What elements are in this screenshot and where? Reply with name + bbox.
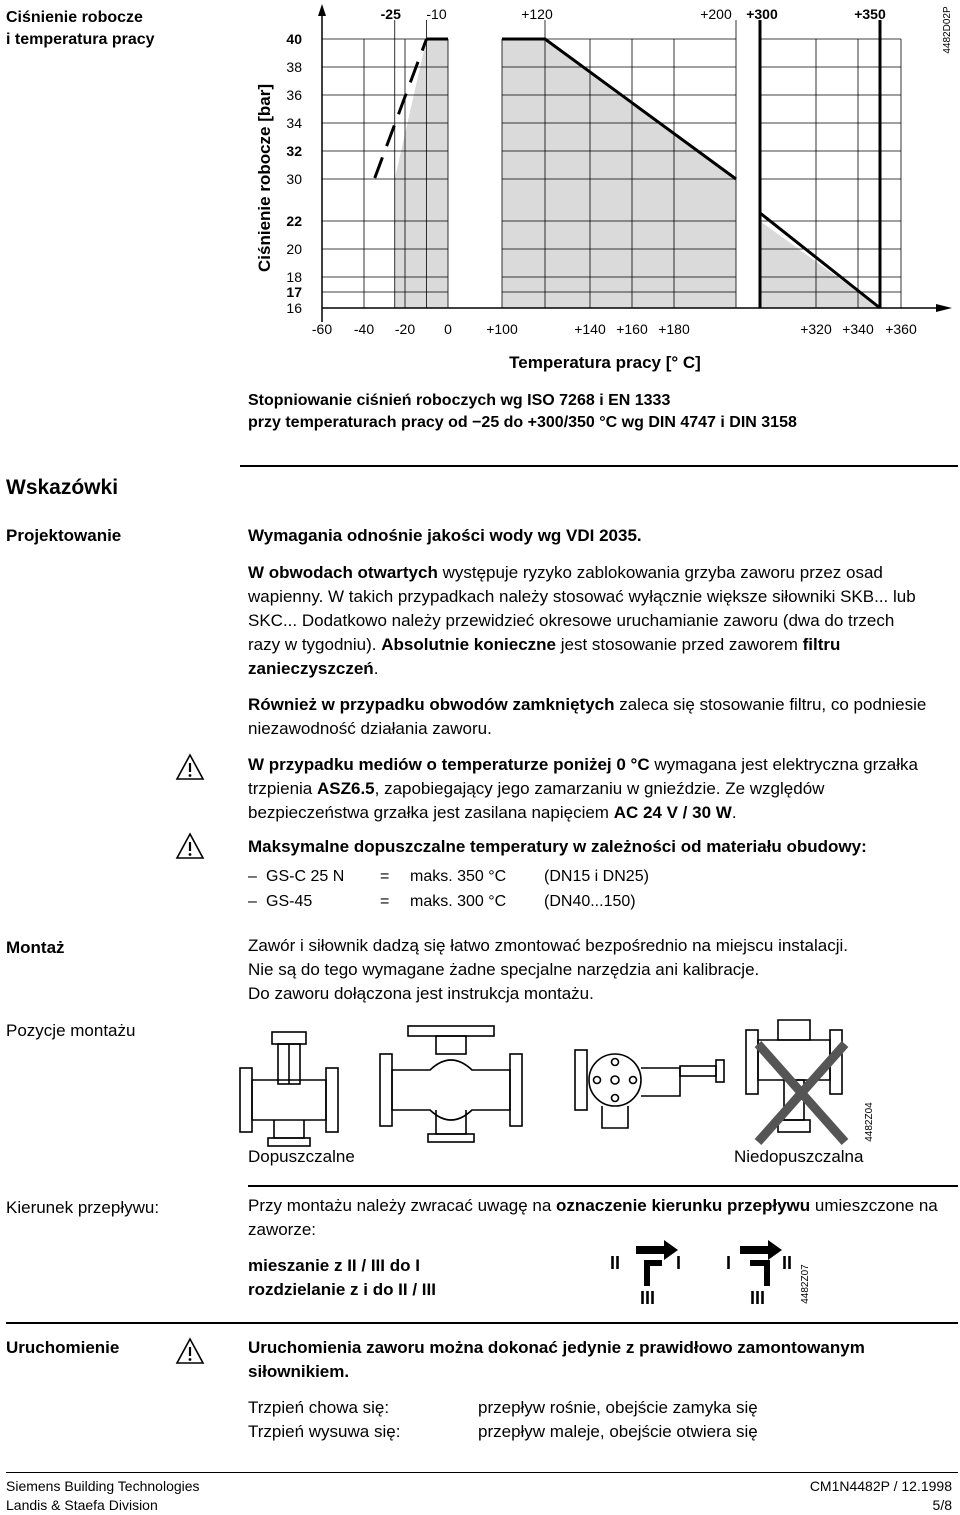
svg-text:II: II xyxy=(610,1253,621,1273)
svg-text:III: III xyxy=(750,1288,766,1308)
flow-diverting-icon xyxy=(726,1240,792,1308)
kierunek-mixing: mieszanie z II / III do I xyxy=(248,1256,420,1275)
top-tick-label: -10 xyxy=(426,6,447,22)
section-uruchomienie: Uruchomienie xyxy=(6,1338,120,1357)
x-tick-label: +360 xyxy=(885,321,917,337)
footer-page: 5/8 xyxy=(932,1497,952,1513)
p1-segment: . xyxy=(373,659,379,678)
stem-row-retracts xyxy=(248,1396,758,1420)
material-mat: GS-C 25 N xyxy=(266,868,345,885)
p3-segment: W przypadku mediów o temperaturze poniżej 0 °C xyxy=(248,755,650,774)
p2-segment: Również w przypadku obwodów zamkniętych xyxy=(248,695,615,714)
p2-segment: zaleca się stosowanie filtru, co podniesie niezawodność działania zaworu. xyxy=(248,695,927,738)
x-tick-label: -20 xyxy=(394,321,416,337)
x-tick-label: 0 xyxy=(444,321,452,337)
x-tick-label: -40 xyxy=(353,321,375,337)
stem-row-extends xyxy=(248,1420,758,1444)
montaz-body xyxy=(248,934,948,1006)
p3-segment: wymagana jest elektryczna grzałka trzpienia xyxy=(248,755,918,798)
material-mat: GS-45 xyxy=(266,893,313,910)
chart-caption-line2: przy temperaturach pracy od −25 do +300/350 °C wg DIN 4747 i DIN 3158 xyxy=(248,414,797,431)
svg-text:II: II xyxy=(782,1253,793,1273)
svg-text:I: I xyxy=(726,1253,732,1273)
x-tick-label: -60 xyxy=(311,321,333,337)
y-tick-label: 17 xyxy=(286,284,302,300)
y-tick-label: 40 xyxy=(286,31,302,47)
chart-caption xyxy=(248,390,797,434)
kierunek-code: 4482Z07 xyxy=(800,1264,811,1304)
pozycje-ok-label: Dopuszczalne xyxy=(248,1147,355,1166)
valve-inverted-icon xyxy=(746,1020,842,1132)
p3-segment: , zapobiegający jego zamarzaniu w gnieździe. Ze względów bezpieczeństwa grzałka jest zasilana napięciem xyxy=(248,779,825,822)
p3-segment: ASZ6.5 xyxy=(316,779,375,798)
chart-title-line2: i temperatura pracy xyxy=(6,31,155,48)
top-tick-label: +120 xyxy=(521,6,553,22)
pozycje-code: 4482Z04 xyxy=(864,1102,875,1142)
svg-text:I: I xyxy=(676,1253,682,1273)
chart-ylabel: Ciśnienie robocze [bar] xyxy=(255,84,274,272)
footer-docnumber: CM1N4482P / 12.1998 xyxy=(809,1478,952,1494)
divider-wskazowki xyxy=(240,465,958,467)
footer-left xyxy=(6,1477,200,1515)
chart-xlabel: Temperatura pracy [° C] xyxy=(509,353,701,372)
section-kierunek: Kierunek przepływu: xyxy=(6,1198,160,1217)
top-tick-label: +350 xyxy=(854,6,886,22)
section-montaz: Montaż xyxy=(6,938,65,957)
k1-segment: oznaczenie kierunku przepływu xyxy=(556,1196,811,1215)
material-eq: = xyxy=(380,868,390,885)
material-val: maks. 300 °C xyxy=(410,893,507,910)
p1-segment: W obwodach otwartych xyxy=(248,563,438,582)
chart-grid xyxy=(322,20,901,308)
y-tick-label: 34 xyxy=(286,115,302,131)
x-axis-arrow xyxy=(936,304,952,312)
material-row xyxy=(248,889,684,914)
chart-code: 4482D02P xyxy=(942,6,953,54)
stem-rows xyxy=(248,1396,758,1444)
footer-divider xyxy=(6,1472,958,1473)
kierunek-modes xyxy=(248,1254,436,1302)
top-tick-label: +300 xyxy=(746,6,778,22)
y-tick-label: 22 xyxy=(286,213,302,229)
p1-segment: filtru zanieczyszczeń xyxy=(248,635,841,678)
montaz-line-2: Nie są do tego wymagane żadne specjalne narzędzia ani kalibracje. xyxy=(248,960,760,979)
p1-segment: występuje ryzyko zablokowania grzyba zaworu przez osad wapienny. W takich przypadkach należy stosować wyłącznie większe siłowniki SKB... lub SKC... Dodatkowo należy przewidzieć okresowe uruchamianie zaworu (dwa do trzech razy w tygodniu). xyxy=(248,563,916,654)
proj-paragraph-4: Maksymalne dopuszczalne temperatury w zależności od materiału obudowy: xyxy=(248,837,867,856)
footer-division: Landis & Staefa Division xyxy=(6,1497,158,1513)
y-tick-label: 36 xyxy=(286,87,302,103)
flow-direction-symbols xyxy=(600,1232,820,1312)
x-tick-label: +100 xyxy=(486,321,518,337)
stem-extends-value: przepływ maleje, obejście otwiera się xyxy=(478,1422,758,1441)
material-eq: = xyxy=(380,893,390,910)
chart-caption-line1: Stopniowanie ciśnień roboczych wg ISO 7268 i EN 1333 xyxy=(248,392,671,409)
x-tick-label: +320 xyxy=(800,321,832,337)
y-tick-label: 32 xyxy=(286,143,302,159)
y-tick-label: 20 xyxy=(286,241,302,257)
proj-paragraph-1 xyxy=(248,561,928,681)
material-val: maks. 350 °C xyxy=(410,868,507,885)
p1-segment: Absolutnie konieczne xyxy=(381,635,556,654)
warning-icon xyxy=(175,753,205,781)
pozycje-nok-label: Niedopuszczalna xyxy=(734,1147,864,1166)
material-dn: (DN15 i DN25) xyxy=(544,868,649,885)
material-table xyxy=(248,864,684,914)
material-row xyxy=(248,864,684,889)
valve-flange-icon xyxy=(575,1050,724,1128)
material-dash: – xyxy=(248,868,257,885)
top-tick-label: +200 xyxy=(700,6,732,22)
p1-segment: jest stosowanie przed zaworem xyxy=(555,635,803,654)
material-dash: – xyxy=(248,893,257,910)
shaded-region xyxy=(502,39,736,308)
y-tick-label: 38 xyxy=(286,59,302,75)
chart-title-line1: Ciśnienie robocze xyxy=(6,9,143,26)
x-tick-label: +340 xyxy=(842,321,874,337)
montaz-line-1: Zawór i siłownik dadzą się łatwo zmontować bezpośrednio na miejscu instalacji. xyxy=(248,936,848,955)
k1-segment: Przy montażu należy zwracać uwagę na xyxy=(248,1196,557,1215)
proj-paragraph-2 xyxy=(248,693,928,741)
valve-horizontal-icon xyxy=(380,1026,522,1142)
divider-kierunek xyxy=(248,1185,958,1187)
material-dn: (DN40...150) xyxy=(544,893,636,910)
footer-company: Siemens Building Technologies xyxy=(6,1478,200,1494)
p3-segment: AC 24 V / 30 W xyxy=(613,803,732,822)
top-tick-label: -25 xyxy=(380,6,401,22)
montaz-line-3: Do zaworu dołączona jest instrukcja montażu. xyxy=(248,984,594,1003)
shaded-region xyxy=(395,39,448,308)
uruchomienie-paragraph: Uruchomienia zaworu można dokonać jedynie z prawidłowo zamontowanym siłownikiem. xyxy=(248,1338,865,1381)
pressure-temperature-chart xyxy=(240,0,960,380)
proj-paragraph-3 xyxy=(248,753,928,825)
footer-right xyxy=(810,1477,952,1515)
valve-upright-icon xyxy=(240,1032,338,1146)
x-tick-label: +160 xyxy=(616,321,648,337)
warning-icon xyxy=(175,832,205,860)
stem-retracts-value: przepływ rośnie, obejście zamyka się xyxy=(478,1398,758,1417)
y-tick-label: 18 xyxy=(286,269,302,285)
svg-text:III: III xyxy=(640,1288,656,1308)
y-tick-label: 30 xyxy=(286,171,302,187)
section-wskazowki: Wskazówki xyxy=(6,476,119,499)
section-projektowanie: Projektowanie xyxy=(6,526,122,545)
proj-heading: Wymagania odnośnie jakości wody wg VDI 2035. xyxy=(248,526,642,545)
p3-segment: . xyxy=(731,803,737,822)
mounting-positions-drawing xyxy=(230,1010,880,1150)
chart-title xyxy=(6,7,236,51)
section-pozycje: Pozycje montażu xyxy=(6,1021,136,1040)
warning-icon xyxy=(175,1337,205,1365)
flow-mixing-icon xyxy=(610,1240,681,1308)
x-tick-label: +140 xyxy=(574,321,606,337)
stem-retracts-label: Trzpień chowa się: xyxy=(248,1398,390,1417)
kierunek-diverting: rozdzielanie z i do II / III xyxy=(248,1280,436,1299)
k1-segment: umieszczone na zaworze: xyxy=(248,1196,938,1239)
stem-extends-label: Trzpień wysuwa się: xyxy=(248,1422,401,1441)
divider-uruchomienie xyxy=(6,1322,958,1324)
projektowanie-body xyxy=(248,524,928,914)
x-tick-label: +180 xyxy=(658,321,690,337)
y-axis-arrow xyxy=(318,4,326,16)
y-tick-label: 16 xyxy=(286,300,302,316)
